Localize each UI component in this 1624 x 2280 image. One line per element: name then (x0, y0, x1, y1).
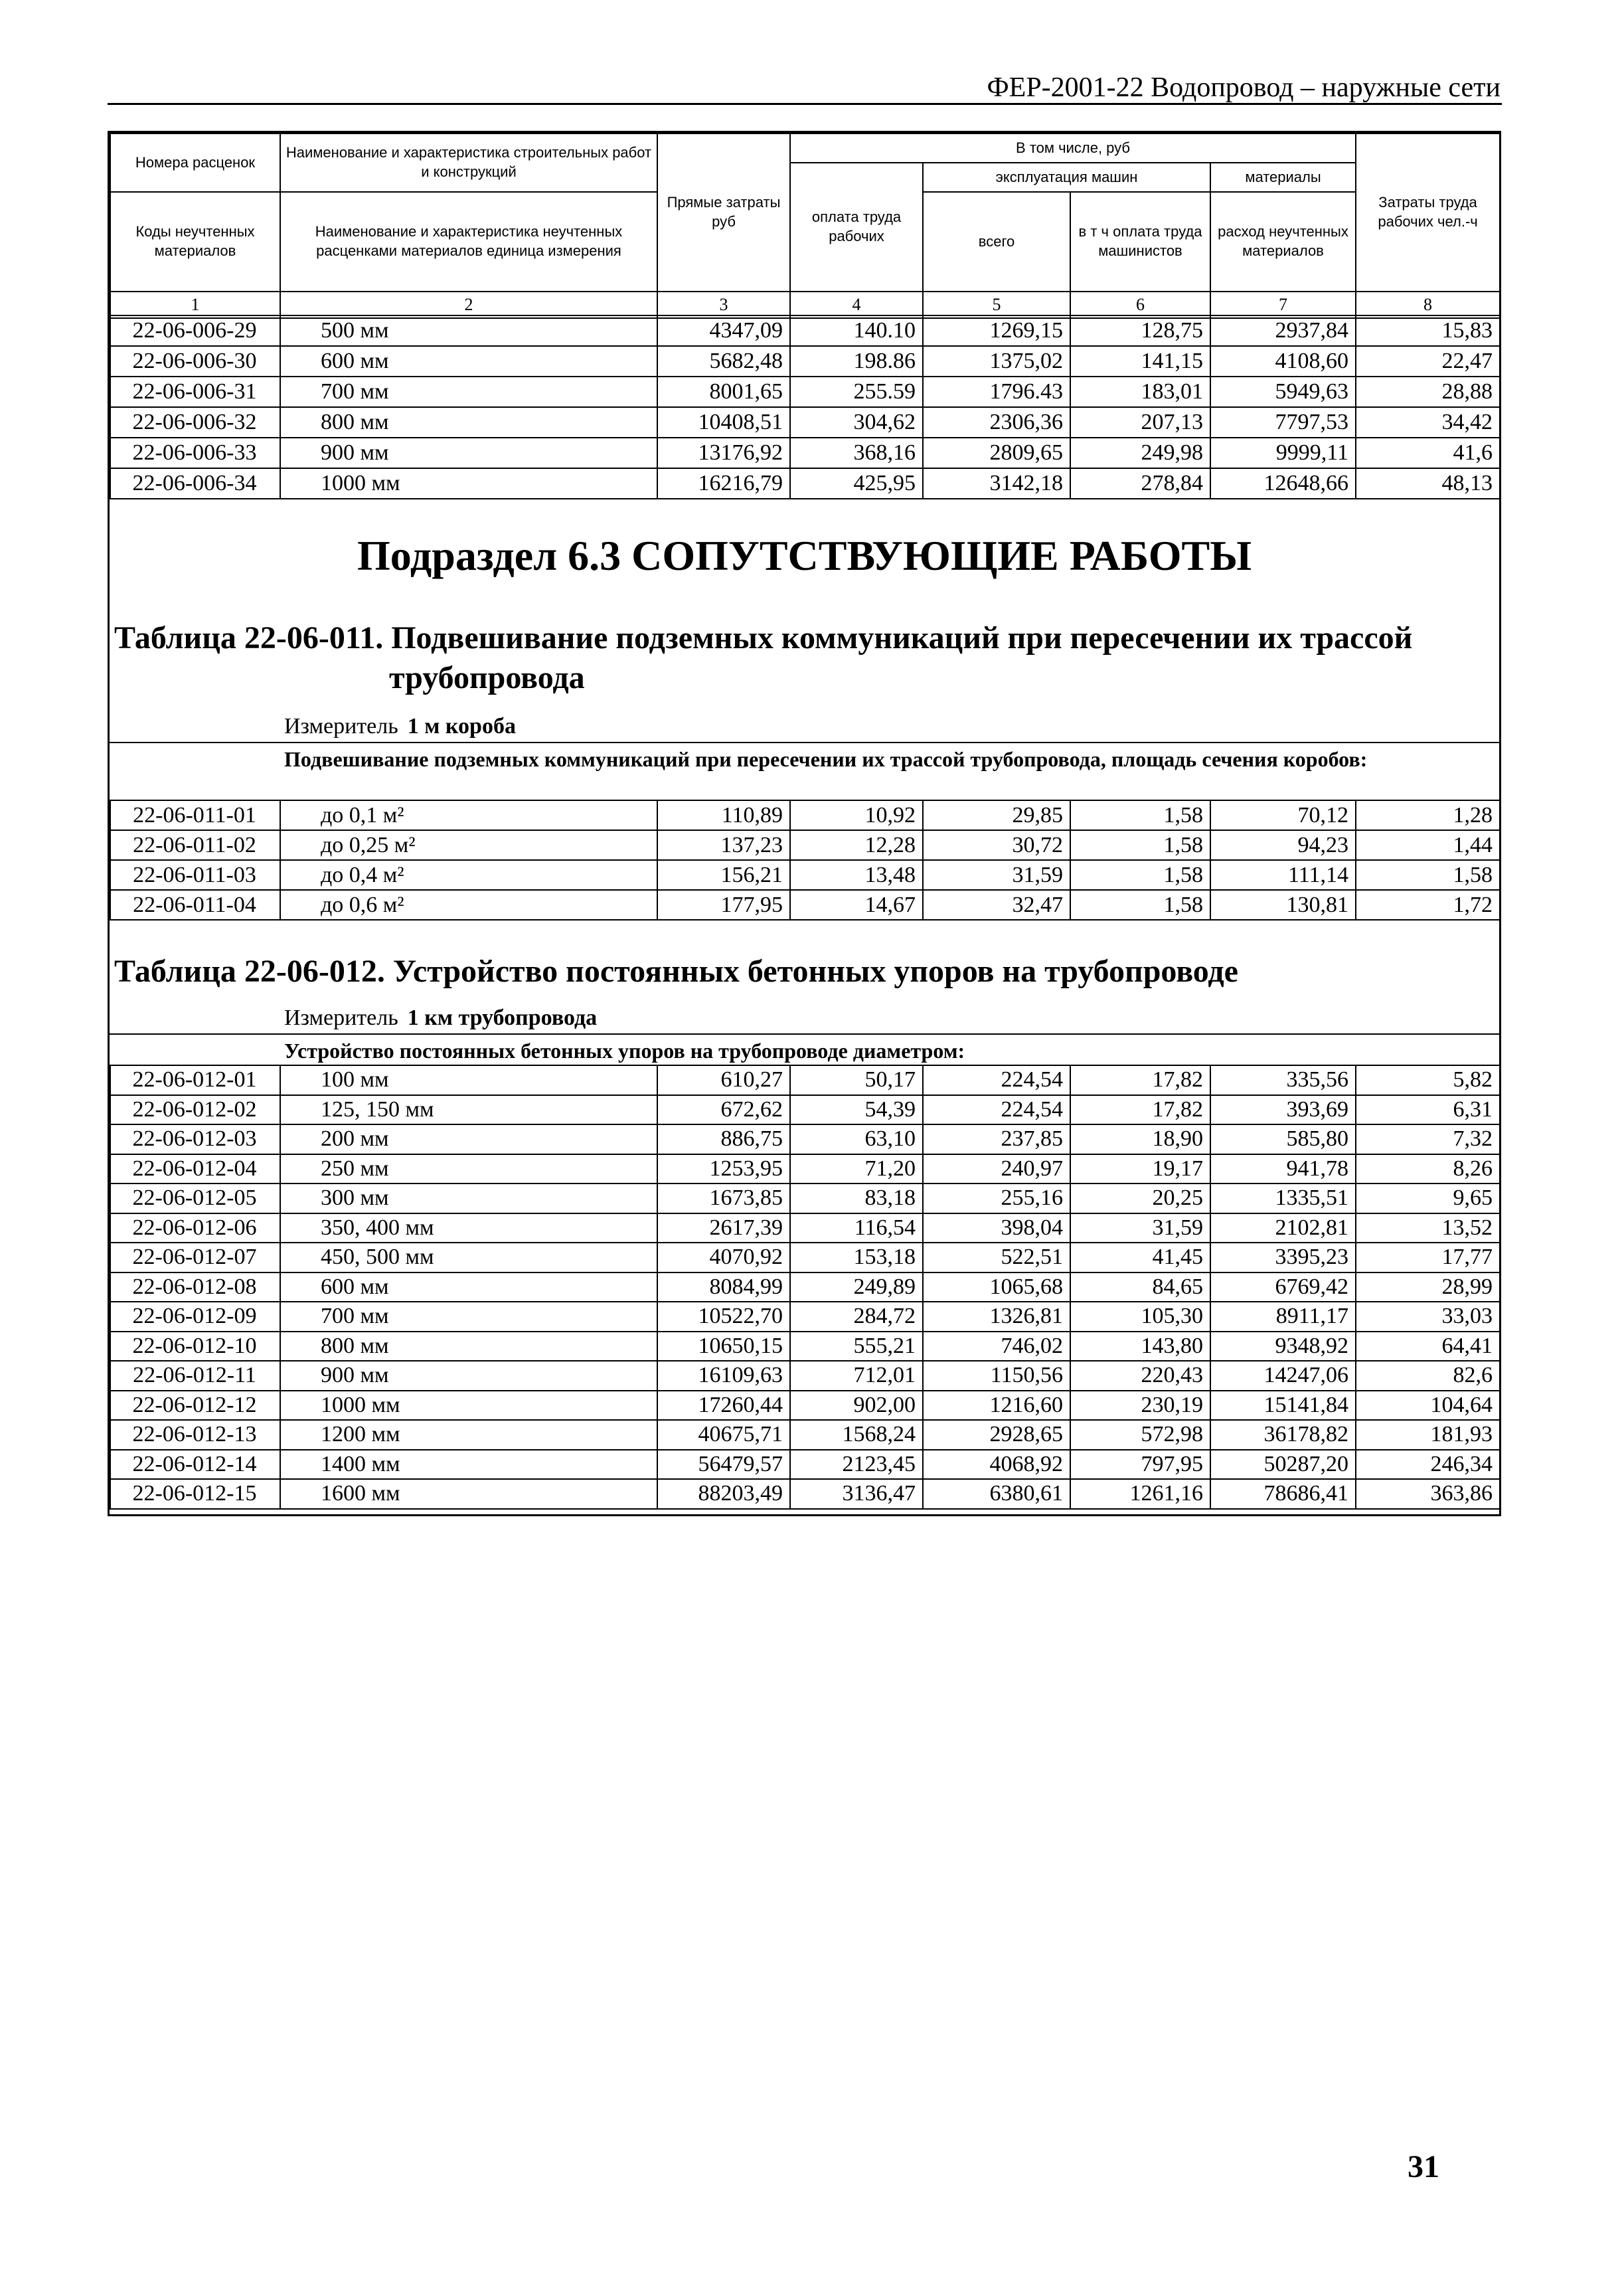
cost-value: 712,01 (790, 1361, 923, 1391)
cost-value: 153,18 (790, 1243, 923, 1272)
cost-value: 12648,66 (1210, 468, 1356, 499)
rate-code: 22-06-006-31 (110, 377, 280, 407)
direct-costs-header: Прямые затраты руб (657, 133, 790, 292)
cost-value: 14247,06 (1210, 1361, 1356, 1391)
table-row (110, 407, 1500, 438)
cost-value: 393,69 (1210, 1095, 1356, 1125)
work-description: 200 мм (280, 1124, 657, 1154)
work-description: 600 мм (280, 1272, 657, 1302)
table-row (110, 1184, 1500, 1213)
cost-value: 1150,56 (923, 1361, 1070, 1391)
cost-value: 50,17 (790, 1065, 923, 1095)
cost-value: 16216,79 (657, 468, 790, 499)
cost-value: 246,34 (1356, 1450, 1500, 1480)
cost-value: 31,59 (923, 860, 1070, 890)
cost-value: 368,16 (790, 438, 923, 468)
table-row (110, 346, 1500, 377)
cost-value: 177,95 (657, 890, 790, 920)
machines-header: эксплуатация машин (923, 163, 1210, 192)
meter-value: 1 км трубопровода (407, 1006, 598, 1030)
cost-value: 2617,39 (657, 1213, 790, 1243)
table-row (110, 800, 1500, 830)
cost-value: 1375,02 (923, 346, 1070, 377)
cost-value: 13176,92 (657, 438, 790, 468)
cost-value: 4347,09 (657, 315, 790, 346)
table-row (110, 1302, 1500, 1332)
cost-value: 1216,60 (923, 1391, 1070, 1421)
cost-value: 1253,95 (657, 1154, 790, 1184)
rates-table-006 (110, 315, 1501, 499)
cost-value: 13,52 (1356, 1213, 1500, 1243)
header-rule (108, 103, 1502, 105)
cost-value: 29,85 (923, 800, 1070, 830)
cost-value: 4108,60 (1210, 346, 1356, 377)
work-description: 1600 мм (280, 1479, 657, 1509)
col-index: 8 (1356, 292, 1500, 318)
cost-value: 237,85 (923, 1124, 1070, 1154)
table-012-title: Таблица 22-06-012. Устройство постоянных бетонных упоров на трубопроводе (114, 954, 1238, 989)
cost-value: 130,81 (1210, 890, 1356, 920)
table-011-title: Таблица 22-06-011. Подвешивание подземных коммуникаций при пересечении их трассой (114, 620, 1413, 656)
rate-code: 22-06-012-01 (110, 1065, 280, 1095)
cost-value: 17,82 (1070, 1065, 1210, 1095)
rate-code: 22-06-012-02 (110, 1095, 280, 1125)
cost-value: 2937,84 (1210, 315, 1356, 346)
table-row (110, 1450, 1500, 1480)
cost-value: 83,18 (790, 1184, 923, 1213)
cost-value: 31,59 (1070, 1213, 1210, 1243)
section-title: Подраздел 6.3 СОПУТСТВУЮЩИЕ РАБОТЫ (357, 532, 1252, 579)
table-row (110, 1243, 1500, 1272)
rate-code: 22-06-012-09 (110, 1302, 280, 1332)
cost-value: 3142,18 (923, 468, 1070, 499)
cost-value: 56479,57 (657, 1450, 790, 1480)
table-row (110, 1095, 1500, 1125)
table-row (110, 1361, 1500, 1391)
cost-value: 94,23 (1210, 830, 1356, 860)
cost-value: 40675,71 (657, 1420, 790, 1450)
rate-code: 22-06-012-15 (110, 1479, 280, 1509)
work-description: 900 мм (280, 1361, 657, 1391)
col-index: 7 (1210, 292, 1356, 318)
page-number: 31 (1408, 2149, 1439, 2184)
cost-value: 255,16 (923, 1184, 1070, 1213)
cost-value: 34,42 (1356, 407, 1500, 438)
cost-value: 2928,65 (923, 1420, 1070, 1450)
cost-value: 17,82 (1070, 1095, 1210, 1125)
materials-header: материалы (1210, 163, 1356, 192)
cost-value: 17260,44 (657, 1391, 790, 1421)
cost-value: 70,12 (1210, 800, 1356, 830)
cost-value: 41,45 (1070, 1243, 1210, 1272)
rate-code: 22-06-006-34 (110, 468, 280, 499)
work-description: 450, 500 мм (280, 1243, 657, 1272)
cost-value: 28,88 (1356, 377, 1500, 407)
cost-value: 84,65 (1070, 1272, 1210, 1302)
cost-value: 3136,47 (790, 1479, 923, 1509)
work-description: до 0,4 м² (280, 860, 657, 890)
cost-value: 10522,70 (657, 1302, 790, 1332)
cost-value: 249,98 (1070, 438, 1210, 468)
cost-value: 902,00 (790, 1391, 923, 1421)
cost-value: 141,15 (1070, 346, 1210, 377)
table-row (110, 1391, 1500, 1421)
table-011-title-cont: трубопровода (389, 660, 585, 695)
cost-value: 105,30 (1070, 1302, 1210, 1332)
rate-code: 22-06-012-13 (110, 1420, 280, 1450)
cost-value: 19,17 (1070, 1154, 1210, 1184)
table-row (110, 1479, 1500, 1509)
cost-value: 15141,84 (1210, 1391, 1356, 1421)
work-description: 800 мм (280, 1332, 657, 1361)
work-description: 700 мм (280, 377, 657, 407)
cost-value: 672,62 (657, 1095, 790, 1125)
cost-value: 10650,15 (657, 1332, 790, 1361)
cost-value: 181,93 (1356, 1420, 1500, 1450)
rate-code: 22-06-012-05 (110, 1184, 280, 1213)
cost-value: 14,67 (790, 890, 923, 920)
rate-code: 22-06-012-14 (110, 1450, 280, 1480)
cost-value: 1673,85 (657, 1184, 790, 1213)
cost-value: 137,23 (657, 830, 790, 860)
unaccounted-materials-header: расход неучтенных материалов (1210, 192, 1356, 292)
cost-value: 1326,81 (923, 1302, 1070, 1332)
cost-value: 4070,92 (657, 1243, 790, 1272)
cost-value: 255.59 (790, 377, 923, 407)
cost-value: 10,92 (790, 800, 923, 830)
cost-value: 48,13 (1356, 468, 1500, 499)
col1-bottom-header: Коды неучтенных материалов (110, 192, 280, 292)
cost-value: 10408,51 (657, 407, 790, 438)
cost-value: 7,32 (1356, 1124, 1500, 1154)
cost-value: 1335,51 (1210, 1184, 1356, 1213)
cost-value: 249,89 (790, 1272, 923, 1302)
cost-value: 363,86 (1356, 1479, 1500, 1509)
cost-value: 9,65 (1356, 1184, 1500, 1213)
table-011-meter (284, 714, 516, 739)
cost-value: 6,31 (1356, 1095, 1500, 1125)
work-description: 125, 150 мм (280, 1095, 657, 1125)
rate-code: 22-06-012-11 (110, 1361, 280, 1391)
cost-value: 2102,81 (1210, 1213, 1356, 1243)
cost-value: 140.10 (790, 315, 923, 346)
table-row (110, 830, 1500, 860)
work-description: 100 мм (280, 1065, 657, 1095)
cost-value: 1,58 (1356, 860, 1500, 890)
work-description: 1000 мм (280, 1391, 657, 1421)
cost-value: 5949,63 (1210, 377, 1356, 407)
cost-value: 41,6 (1356, 438, 1500, 468)
cost-value: 1,28 (1356, 800, 1500, 830)
cost-value: 304,62 (790, 407, 923, 438)
rates-table-011 (110, 800, 1501, 921)
rate-code: 22-06-012-03 (110, 1124, 280, 1154)
worker-pay-header: оплата труда рабочих (790, 163, 923, 292)
cost-value: 9348,92 (1210, 1332, 1356, 1361)
labor-hours-header: Затраты труда рабочих чел.-ч (1356, 133, 1500, 292)
col2-bottom-header: Наименование и характеристика неучтенных расценками материалов единица измерения (280, 192, 657, 292)
cost-value: 28,99 (1356, 1272, 1500, 1302)
cost-value: 5682,48 (657, 346, 790, 377)
cost-value: 15,83 (1356, 315, 1500, 346)
cost-value: 2306,36 (923, 407, 1070, 438)
rate-code: 22-06-012-04 (110, 1154, 280, 1184)
work-description: 1200 мм (280, 1420, 657, 1450)
table-row (110, 315, 1500, 346)
cost-value: 610,27 (657, 1065, 790, 1095)
work-description: до 0,6 м² (280, 890, 657, 920)
cost-value: 18,90 (1070, 1124, 1210, 1154)
cost-value: 13,48 (790, 860, 923, 890)
meter-value: 1 м короба (407, 714, 516, 739)
running-header: ФЕР-2001-22 Водопровод – наружные сети (987, 72, 1501, 103)
table-012-meter (284, 1006, 597, 1031)
cost-value: 886,75 (657, 1124, 790, 1154)
cost-value: 1065,68 (923, 1272, 1070, 1302)
cost-value: 8001,65 (657, 377, 790, 407)
cost-value: 1,44 (1356, 830, 1500, 860)
cost-value: 1,58 (1070, 800, 1210, 830)
table-row (110, 1420, 1500, 1450)
col-index: 4 (790, 292, 923, 318)
rate-code: 22-06-012-07 (110, 1243, 280, 1272)
table-row (110, 1213, 1500, 1243)
work-description: 350, 400 мм (280, 1213, 657, 1243)
cost-value: 797,95 (1070, 1450, 1210, 1480)
cost-value: 30,72 (923, 830, 1070, 860)
work-description: 1000 мм (280, 468, 657, 499)
cost-value: 12,28 (790, 830, 923, 860)
cost-value: 20,25 (1070, 1184, 1210, 1213)
table-row (110, 1154, 1500, 1184)
rate-code: 22-06-012-10 (110, 1332, 280, 1361)
cost-value: 522,51 (923, 1243, 1070, 1272)
work-description: 250 мм (280, 1154, 657, 1184)
rates-table-012 (110, 1065, 1501, 1510)
cost-value: 111,14 (1210, 860, 1356, 890)
machinist-pay-header: в т ч оплата труда машинистов (1070, 192, 1210, 292)
rate-code: 22-06-006-29 (110, 315, 280, 346)
cost-value: 1796.43 (923, 377, 1070, 407)
cost-value: 6380,61 (923, 1479, 1070, 1509)
cost-value: 183,01 (1070, 377, 1210, 407)
cost-value: 220,43 (1070, 1361, 1210, 1391)
rule (108, 1033, 1501, 1035)
cost-value: 230,19 (1070, 1391, 1210, 1421)
work-description: 700 мм (280, 1302, 657, 1332)
table-row (110, 860, 1500, 890)
machines-total-header: всего (923, 192, 1070, 292)
table-012-subheading: Устройство постоянных бетонных упоров на трубопроводе диаметром: (284, 1039, 965, 1063)
cost-value: 2809,65 (923, 438, 1070, 468)
cost-value: 1568,24 (790, 1420, 923, 1450)
cost-value: 128,75 (1070, 315, 1210, 346)
work-description: 800 мм (280, 407, 657, 438)
rate-code: 22-06-011-03 (110, 860, 280, 890)
col-index: 2 (280, 292, 657, 318)
rate-code: 22-06-006-33 (110, 438, 280, 468)
cost-value: 50287,20 (1210, 1450, 1356, 1480)
col-index: 3 (657, 292, 790, 318)
cost-value: 335,56 (1210, 1065, 1356, 1095)
table-row (110, 1065, 1500, 1095)
cost-value: 5,82 (1356, 1065, 1500, 1095)
col1-top-header: Номера расценок (110, 133, 280, 192)
cost-value: 17,77 (1356, 1243, 1500, 1272)
cost-value: 88203,49 (657, 1479, 790, 1509)
work-description: 600 мм (280, 346, 657, 377)
table-row (110, 1332, 1500, 1361)
cost-value: 1,58 (1070, 830, 1210, 860)
rate-code: 22-06-011-01 (110, 800, 280, 830)
cost-value: 116,54 (790, 1213, 923, 1243)
cost-value: 110,89 (657, 800, 790, 830)
including-header: В том числе, руб (790, 133, 1356, 163)
cost-value: 398,04 (923, 1213, 1070, 1243)
work-description: 1400 мм (280, 1450, 657, 1480)
cost-value: 63,10 (790, 1124, 923, 1154)
cost-value: 9999,11 (1210, 438, 1356, 468)
cost-value: 240,97 (923, 1154, 1070, 1184)
cost-value: 7797,53 (1210, 407, 1356, 438)
cost-value: 8911,17 (1210, 1302, 1356, 1332)
work-description: 500 мм (280, 315, 657, 346)
rate-code: 22-06-012-08 (110, 1272, 280, 1302)
work-description: 900 мм (280, 438, 657, 468)
cost-value: 4068,92 (923, 1450, 1070, 1480)
table-row (110, 377, 1500, 407)
cost-value: 22,47 (1356, 346, 1500, 377)
table-row (110, 1124, 1500, 1154)
cost-value: 746,02 (923, 1332, 1070, 1361)
cost-value: 1261,16 (1070, 1479, 1210, 1509)
work-description: до 0,25 м² (280, 830, 657, 860)
table-row (110, 890, 1500, 920)
cost-value: 1269,15 (923, 315, 1070, 346)
rate-code: 22-06-006-32 (110, 407, 280, 438)
col2-top-header: Наименование и характеристика строительных работ и конструкций (280, 133, 657, 192)
cost-value: 104,64 (1356, 1391, 1500, 1421)
cost-value: 941,78 (1210, 1154, 1356, 1184)
meter-label: Измеритель (284, 714, 398, 739)
work-description: до 0,1 м² (280, 800, 657, 830)
cost-value: 8,26 (1356, 1154, 1500, 1184)
cost-value: 284,72 (790, 1302, 923, 1332)
cost-value: 78686,41 (1210, 1479, 1356, 1509)
cost-value: 224,54 (923, 1095, 1070, 1125)
cost-value: 572,98 (1070, 1420, 1210, 1450)
cost-value: 16109,63 (657, 1361, 790, 1391)
table-011-subheading: Подвешивание подземных коммуникаций при пересечении их трассой трубопровода, площадь сечения коробов: (284, 747, 1368, 771)
cost-value: 36178,82 (1210, 1420, 1356, 1450)
cost-value: 555,21 (790, 1332, 923, 1361)
col-index: 5 (923, 292, 1070, 318)
cost-value: 2123,45 (790, 1450, 923, 1480)
table-row (110, 438, 1500, 468)
rate-code: 22-06-006-30 (110, 346, 280, 377)
cost-value: 156,21 (657, 860, 790, 890)
cost-value: 207,13 (1070, 407, 1210, 438)
work-description: 300 мм (280, 1184, 657, 1213)
cost-value: 1,58 (1070, 860, 1210, 890)
cost-value: 32,47 (923, 890, 1070, 920)
cost-value: 71,20 (790, 1154, 923, 1184)
meter-label: Измеритель (284, 1006, 398, 1030)
column-header (110, 133, 1501, 319)
cost-value: 224,54 (923, 1065, 1070, 1095)
rate-code: 22-06-012-06 (110, 1213, 280, 1243)
cost-value: 8084,99 (657, 1272, 790, 1302)
cost-value: 82,6 (1356, 1361, 1500, 1391)
cost-value: 1,58 (1070, 890, 1210, 920)
table-row (110, 468, 1500, 499)
rate-code: 22-06-011-02 (110, 830, 280, 860)
table-row (110, 1272, 1500, 1302)
rate-code: 22-06-011-04 (110, 890, 280, 920)
cost-value: 1,72 (1356, 890, 1500, 920)
col-index: 6 (1070, 292, 1210, 318)
cost-value: 585,80 (1210, 1124, 1356, 1154)
col-index: 1 (110, 292, 280, 318)
cost-value: 143,80 (1070, 1332, 1210, 1361)
cost-value: 425,95 (790, 468, 923, 499)
cost-value: 198.86 (790, 346, 923, 377)
cost-value: 3395,23 (1210, 1243, 1356, 1272)
cost-value: 278,84 (1070, 468, 1210, 499)
cost-value: 64,41 (1356, 1332, 1500, 1361)
rule (108, 742, 1501, 743)
cost-value: 6769,42 (1210, 1272, 1356, 1302)
cost-value: 54,39 (790, 1095, 923, 1125)
rate-code: 22-06-012-12 (110, 1391, 280, 1421)
cost-value: 33,03 (1356, 1302, 1500, 1332)
